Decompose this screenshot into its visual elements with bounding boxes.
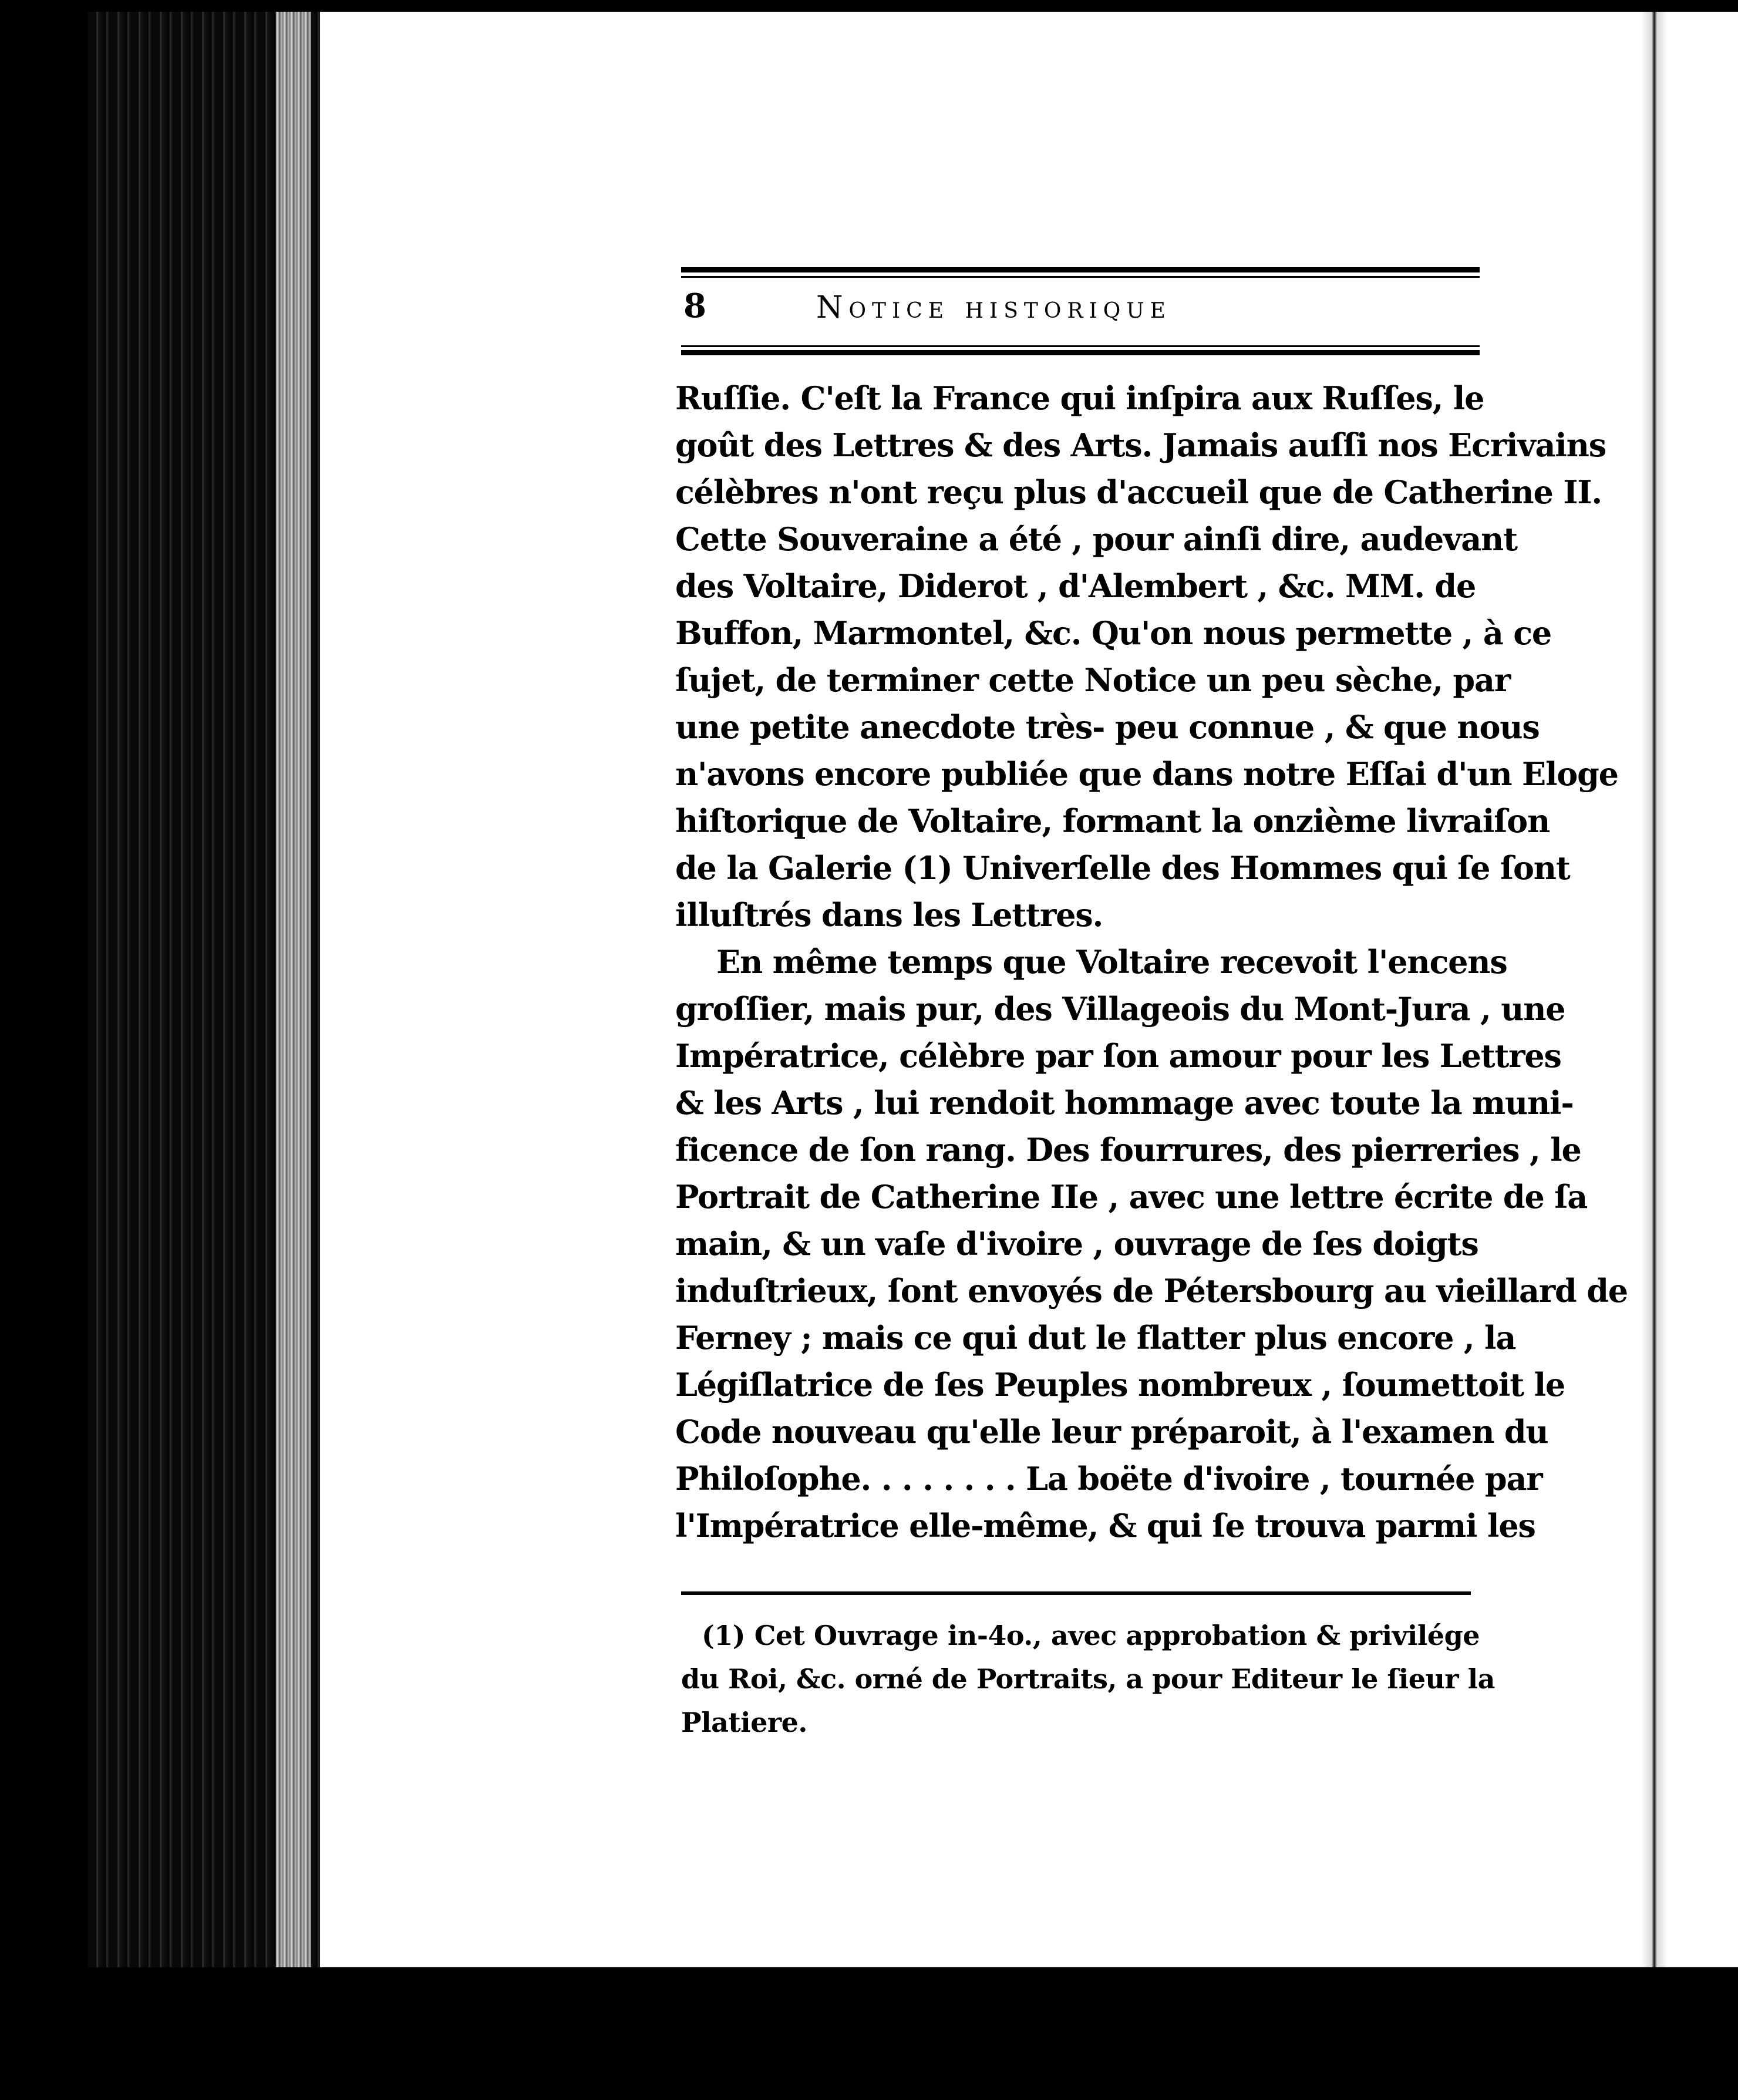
text-line: n'avons encore publiée que dans notre Eſſai d'un Eloge (675, 755, 1618, 793)
footnote-line: Platiere. (681, 1707, 807, 1738)
text-line: Cette Souveraine a été , pour ainſi dire, audevant (675, 520, 1517, 558)
text-line: En même temps que Voltaire recevoit l'encens (716, 943, 1507, 981)
text-line: hiſtorique de Voltaire, formant la onzième livraiſon (675, 802, 1550, 840)
running-head-rule-thick (681, 350, 1480, 355)
text-line: ficence de ſon rang. Des fourrures, des pierreries , le (675, 1131, 1581, 1169)
text-line: illuſtrés dans les Lettres. (675, 896, 1103, 934)
text-line: goût des Lettres & des Arts. Jamais auſſi nos Ecrivains (675, 426, 1606, 464)
text-line: célèbres n'ont reçu plus d'accueil que de Catherine II. (675, 473, 1602, 511)
text-line: une petite anecdote très- peu connue , & que nous (675, 708, 1540, 746)
page-stack-edge (276, 12, 311, 1967)
text-line: induſtrieux, ſont envoyés de Pétersbourg au vieillard de (675, 1272, 1628, 1310)
text-line: l'Impératrice elle-même, & qui ſe trouva parmi les (675, 1507, 1535, 1544)
header-rule-thick (681, 267, 1480, 272)
text-line: main, & un vaſe d'ivoire , ouvrage de ſes doigts (675, 1225, 1478, 1263)
footnote-line: du Roi, &c. orné de Portraits, a pour Editeur le ſieur la (681, 1663, 1495, 1695)
page-number: 8 (683, 287, 706, 325)
facing-page (1668, 12, 1738, 1967)
text-line: Portrait de Catherine IIe , avec une lettre écrite de ſa (675, 1178, 1588, 1216)
text-line: groſſier, mais pur, des Villageois du Mont-Jura , une (675, 990, 1565, 1028)
scan-background (0, 1967, 1738, 2100)
text-line: Légiſlatrice de ſes Peuples nombreux , ſoumettoit le (675, 1366, 1565, 1404)
text-line: & les Arts , lui rendoit hommage avec toute la muni- (675, 1084, 1574, 1122)
running-head-rule-thin (681, 345, 1480, 347)
running-head-title: Notice historique (816, 290, 1171, 325)
body-text (675, 375, 1628, 1549)
running-head (681, 287, 1480, 334)
text-line: Impératrice, célèbre par ſon amour pour les Lettres (675, 1037, 1561, 1075)
header-rule-thin (681, 276, 1480, 278)
book-gutter (1641, 12, 1668, 1967)
text-line: Buffon, Marmontel, &c. Qu'on nous permette , à ce (675, 614, 1552, 652)
footnote (681, 1614, 1495, 1744)
text-line: de la Galerie (1) Univerſelle des Hommes qui ſe ſont (675, 849, 1570, 887)
text-line: Code nouveau qu'elle leur préparoit, à l'examen du (675, 1413, 1548, 1451)
footnote-rule (681, 1591, 1471, 1595)
text-line: ſujet, de terminer cette Notice un peu sèche, par (675, 661, 1511, 699)
text-line: Ferney ; mais ce qui dut le flatter plus encore , la (675, 1319, 1516, 1357)
text-line: Philoſophe. . . . . . . . La boëte d'ivoire , tournée par (675, 1460, 1542, 1497)
text-line: des Voltaire, Diderot , d'Alembert , &c. MM. de (675, 567, 1476, 605)
footnote-line: (1) Cet Ouvrage in-4o., avec approbation & privilége (702, 1620, 1480, 1651)
text-line: Ruſſie. C'eſt la France qui inſpira aux Ruſſes, le (675, 379, 1484, 417)
